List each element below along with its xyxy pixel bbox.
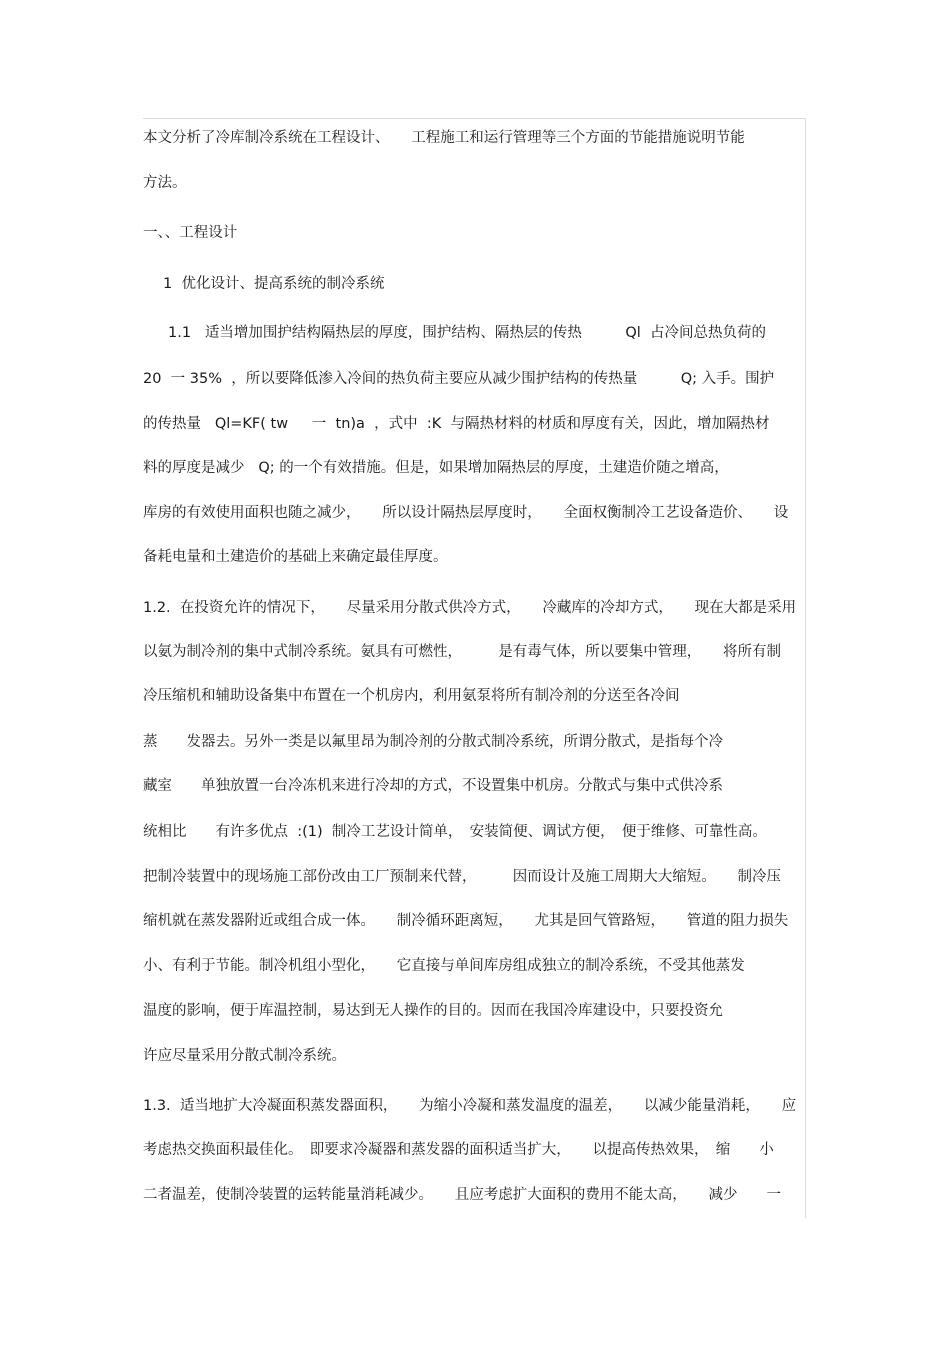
- text-line-6: 20 一 35% ，所以要降低渗入冷间的热负荷主要应从减少围护结构的传热量 Q; 入手。围护: [143, 371, 775, 387]
- text-line-5: 1.1 适当增加围护结构隔热层的厚度，围护结构、隔热层的传热 Ql 占冷间总热负荷的: [168, 325, 767, 341]
- text-line-11: 1.2. 在投资允许的情况下， 尽量采用分散式供冷方式， 冷藏库的冷却方式， 现在大都是采用: [143, 600, 797, 616]
- text-line-8: 料的厚度是减少 Q; 的一个有效措施。但是，如果增加隔热层的厚度，土建造价随之增高，: [143, 460, 729, 476]
- text-line-14: 蒸 发器去。另外一类是以氟里昂为制冷剂的分散式制冷系统，所谓分散式，是指每个冷: [143, 734, 723, 750]
- text-line-22: 1.3. 适当地扩大冷凝面积蒸发器面积， 为缩小冷凝和蒸发温度的温差， 以减少能量消耗， 应: [143, 1098, 797, 1114]
- text-line-12: 以氨为制冷剂的集中式制冷系统。氨具有可燃性， 是有毒气体，所以要集中管理， 将所有制: [143, 644, 781, 660]
- text-line-16: 统相比 有许多优点 :(1) 制冷工艺设计简单， 安装简便、调试方便， 便于维修、可靠性高。: [143, 824, 767, 840]
- subsection-heading-1: 1 优化设计、提高系统的制冷系统: [163, 276, 385, 292]
- text-line-19: 小、有利于节能。制冷机组小型化， 它直接与单间库房组成独立的制冷系统，不受其他蒸发: [143, 958, 745, 974]
- text-line-9: 库房的有效使用面积也随之减少， 所以设计隔热层厚度时， 全面权衡制冷工艺设备造价、 设: [143, 505, 789, 521]
- text-line-13: 冷压缩机和辅助设备集中布置在一个机房内，利用氨泵将所有制冷剂的分送至各冷间: [143, 688, 680, 704]
- text-line-2: 方法。: [143, 175, 187, 191]
- text-line-20: 温度的影响，便于库温控制，易达到无人操作的目的。因而在我国冷库建设中，只要投资允: [143, 1003, 723, 1019]
- text-line-1: 本文分析了冷库制冷系统在工程设计、 工程施工和运行管理等三个方面的节能措施说明节能: [143, 130, 745, 146]
- text-line-24: 二者温差，使制冷装置的运转能量消耗减少。 且应考虑扩大面积的费用不能太高， 减少 一: [143, 1187, 781, 1203]
- text-line-23: 考虑热交换面积最佳化。 即要求冷凝器和蒸发器的面积适当扩大， 以提高传热效果， 缩 小: [143, 1142, 774, 1158]
- section-heading-engineering-design: 一、、工程设计: [143, 225, 238, 241]
- text-line-21: 许应尽量采用分散式制冷系统。: [143, 1048, 346, 1064]
- text-line-15: 藏室 单独放置一台冷冻机来进行冷却的方式，不设置集中机房。分散式与集中式供冷系: [143, 778, 723, 794]
- text-line-10: 备耗电量和土建造价的基础上来确定最佳厚度。: [143, 549, 448, 565]
- text-line-18: 缩机就在蒸发器附近或组合成一体。 制冷循环距离短， 尤其是回气管路短， 管道的阻力损失: [143, 913, 789, 929]
- text-line-7: 的传热量 Ql=KF( tw 一 tn)a ，式中 :K 与隔热材料的材质和厚度有关，因此，增加隔热材: [143, 416, 770, 432]
- text-line-17: 把制冷装置中的现场施工部份改由工厂预制来代替， 因而设计及施工周期大大缩短。 制冷压: [143, 869, 781, 885]
